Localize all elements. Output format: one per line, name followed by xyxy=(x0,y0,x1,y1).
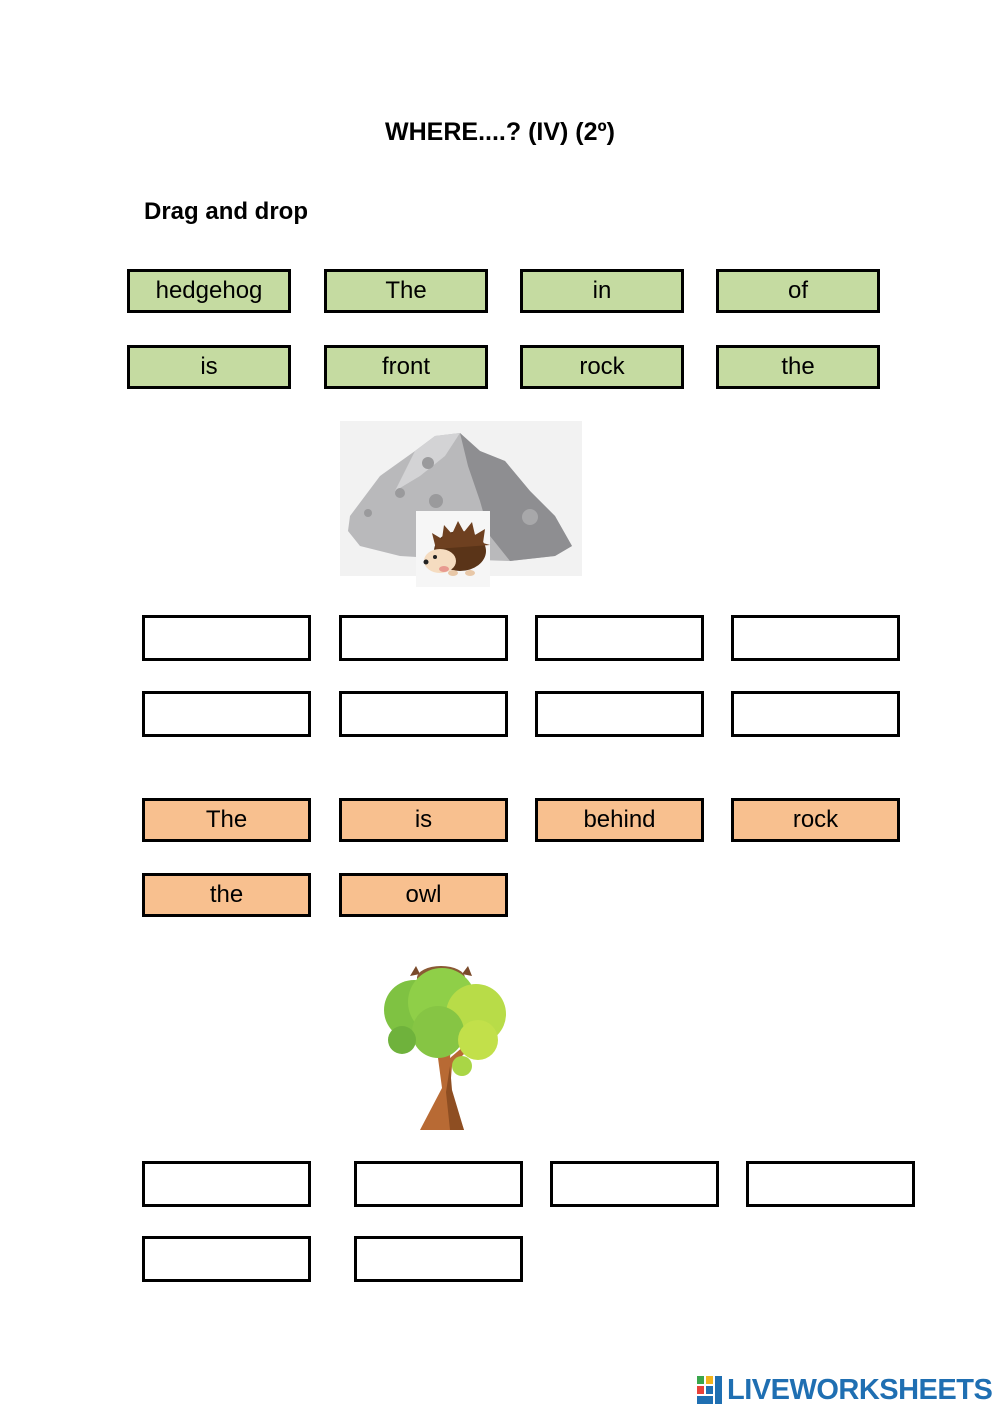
answer-slot[interactable] xyxy=(354,1236,523,1282)
answer-slot[interactable] xyxy=(535,615,704,661)
answer-slot[interactable] xyxy=(142,1161,311,1207)
word-chip[interactable]: owl xyxy=(339,873,508,917)
answer-slot[interactable] xyxy=(339,615,508,661)
word-chip[interactable]: is xyxy=(127,345,291,389)
answer-slot[interactable] xyxy=(339,691,508,737)
word-chip[interactable]: is xyxy=(339,798,508,842)
tree-owl-image xyxy=(380,962,512,1134)
word-chip[interactable]: rock xyxy=(520,345,684,389)
liveworksheets-icon xyxy=(697,1376,723,1406)
answer-slot[interactable] xyxy=(731,615,900,661)
answer-slot[interactable] xyxy=(354,1161,523,1207)
answer-slot[interactable] xyxy=(142,1236,311,1282)
word-chip[interactable]: the xyxy=(716,345,880,389)
word-chip[interactable]: The xyxy=(324,269,488,313)
word-chip[interactable]: of xyxy=(716,269,880,313)
answer-slot[interactable] xyxy=(731,691,900,737)
rock-hedgehog-image xyxy=(340,421,582,589)
word-chip[interactable]: in xyxy=(520,269,684,313)
brand-name: LIVEWORKSHEETS xyxy=(727,1374,993,1406)
answer-slot[interactable] xyxy=(142,691,311,737)
word-chip[interactable]: behind xyxy=(535,798,704,842)
page-title: WHERE....? (IV) (2º) xyxy=(385,118,615,146)
liveworksheets-logo xyxy=(697,1374,992,1407)
word-chip[interactable]: front xyxy=(324,345,488,389)
answer-slot[interactable] xyxy=(535,691,704,737)
answer-slot[interactable] xyxy=(142,615,311,661)
answer-slot[interactable] xyxy=(746,1161,915,1207)
word-chip[interactable]: the xyxy=(142,873,311,917)
word-chip[interactable]: The xyxy=(142,798,311,842)
answer-slot[interactable] xyxy=(550,1161,719,1207)
word-chip[interactable]: rock xyxy=(731,798,900,842)
word-chip[interactable]: hedgehog xyxy=(127,269,291,313)
instructions: Drag and drop xyxy=(144,198,309,225)
